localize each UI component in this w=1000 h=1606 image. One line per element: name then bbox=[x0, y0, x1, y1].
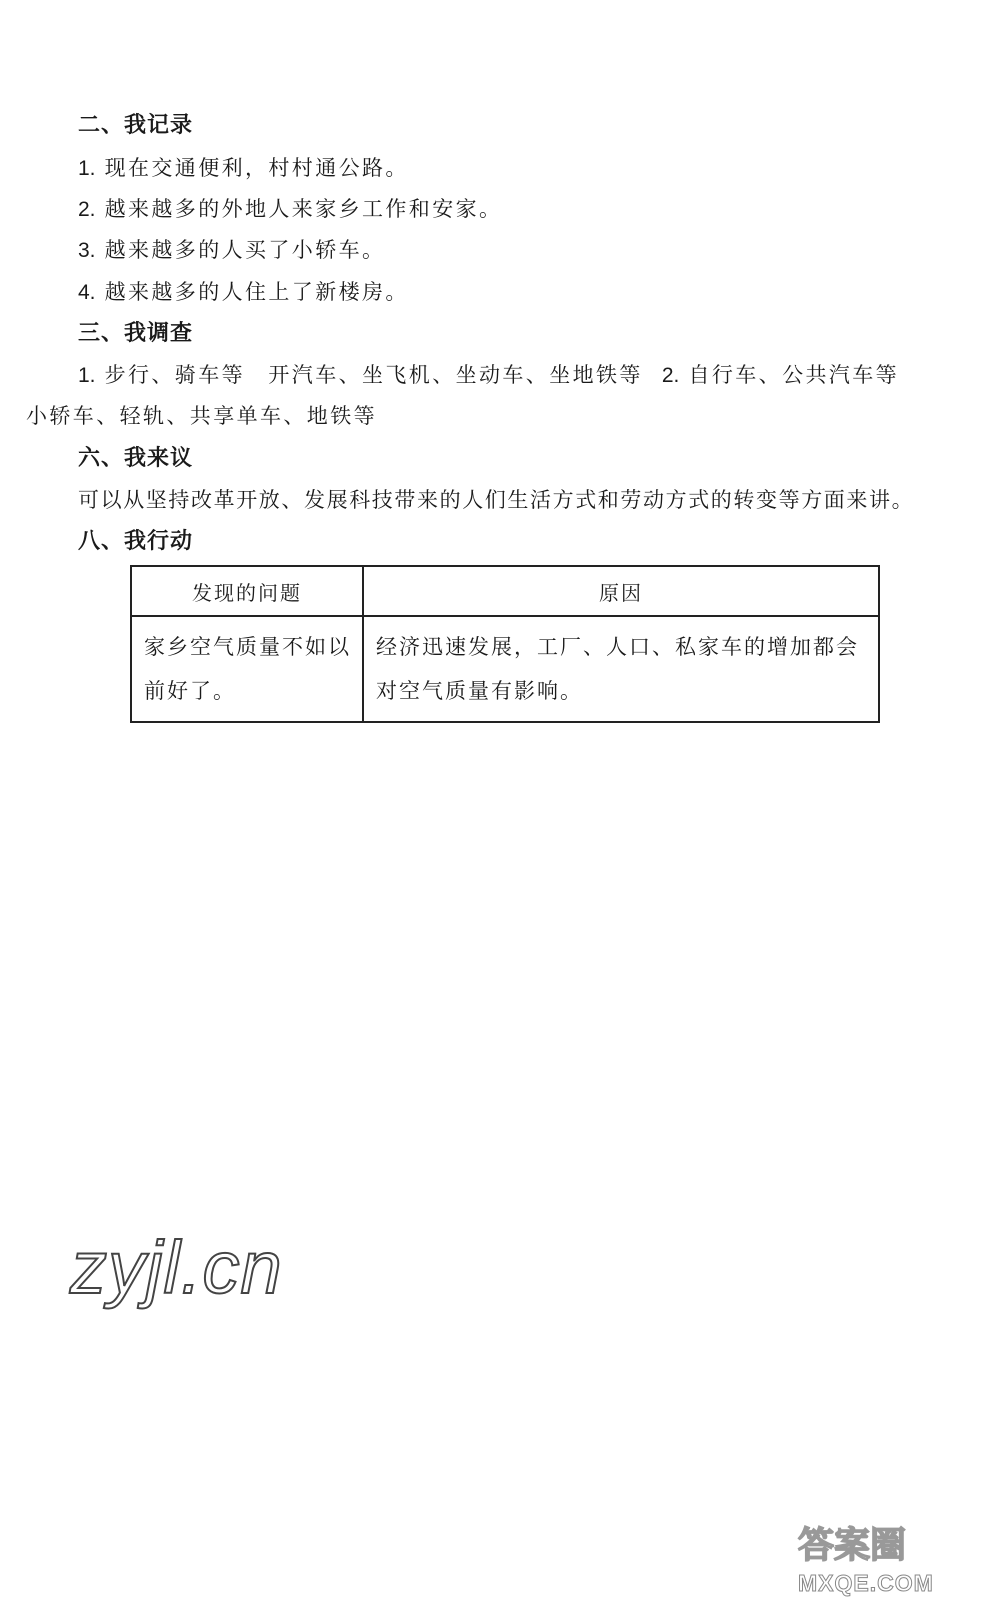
table-cell-reason: 经济迅速发展，工厂、人口、私家车的增加都会对空气质量有影响。 bbox=[363, 616, 879, 722]
record-item-3 bbox=[78, 234, 385, 264]
record-item-number: 3. bbox=[78, 239, 96, 262]
discuss-text: 可以从坚持改革开放、发展科技带来的人们生活方式和劳动方式的转变等方面来讲。 bbox=[78, 488, 915, 512]
section-heading-survey: 三、我调查 bbox=[78, 321, 194, 346]
survey-answer-1: 步行、骑车等 开汽车、坐飞机、坐动车、坐地铁等 bbox=[104, 363, 643, 387]
survey-line-1 bbox=[78, 359, 899, 389]
table-cell-problem: 家乡空气质量不如以前好了。 bbox=[131, 616, 363, 722]
survey-number-1: 1. bbox=[78, 364, 96, 387]
survey-line-2: 小轿车、轻轨、共享单车、地铁等 bbox=[26, 404, 377, 428]
record-item-4 bbox=[78, 276, 409, 306]
site-watermark: zyjl.cn bbox=[70, 1226, 283, 1309]
record-item-1 bbox=[78, 152, 409, 182]
survey-number-2: 2. bbox=[661, 364, 680, 387]
record-item-2 bbox=[78, 193, 502, 223]
section-heading-action: 八、我行动 bbox=[78, 529, 194, 554]
record-item-number: 1. bbox=[78, 157, 96, 180]
record-item-number: 2. bbox=[78, 198, 96, 221]
table-header-problem: 发现的问题 bbox=[131, 566, 363, 616]
table-row bbox=[131, 616, 879, 722]
action-table bbox=[130, 565, 880, 723]
survey-answer-2: 自行车、公共汽车等 bbox=[688, 363, 900, 387]
table-header-row bbox=[131, 566, 879, 616]
record-item-text: 越来越多的人住上了新楼房。 bbox=[104, 280, 409, 304]
record-item-text: 越来越多的人买了小轿车。 bbox=[104, 238, 386, 262]
section-heading-discuss: 六、我来议 bbox=[78, 446, 194, 471]
record-item-number: 4. bbox=[78, 281, 96, 304]
corner-logo-text: 答案圈 bbox=[798, 1525, 907, 1566]
table-header-reason: 原因 bbox=[363, 566, 879, 616]
record-item-text: 越来越多的外地人来家乡工作和安家。 bbox=[104, 197, 503, 221]
corner-url-text: MXQE.COM bbox=[798, 1570, 934, 1596]
record-item-text: 现在交通便利，村村通公路。 bbox=[104, 156, 409, 180]
section-heading-record: 二、我记录 bbox=[78, 113, 194, 138]
